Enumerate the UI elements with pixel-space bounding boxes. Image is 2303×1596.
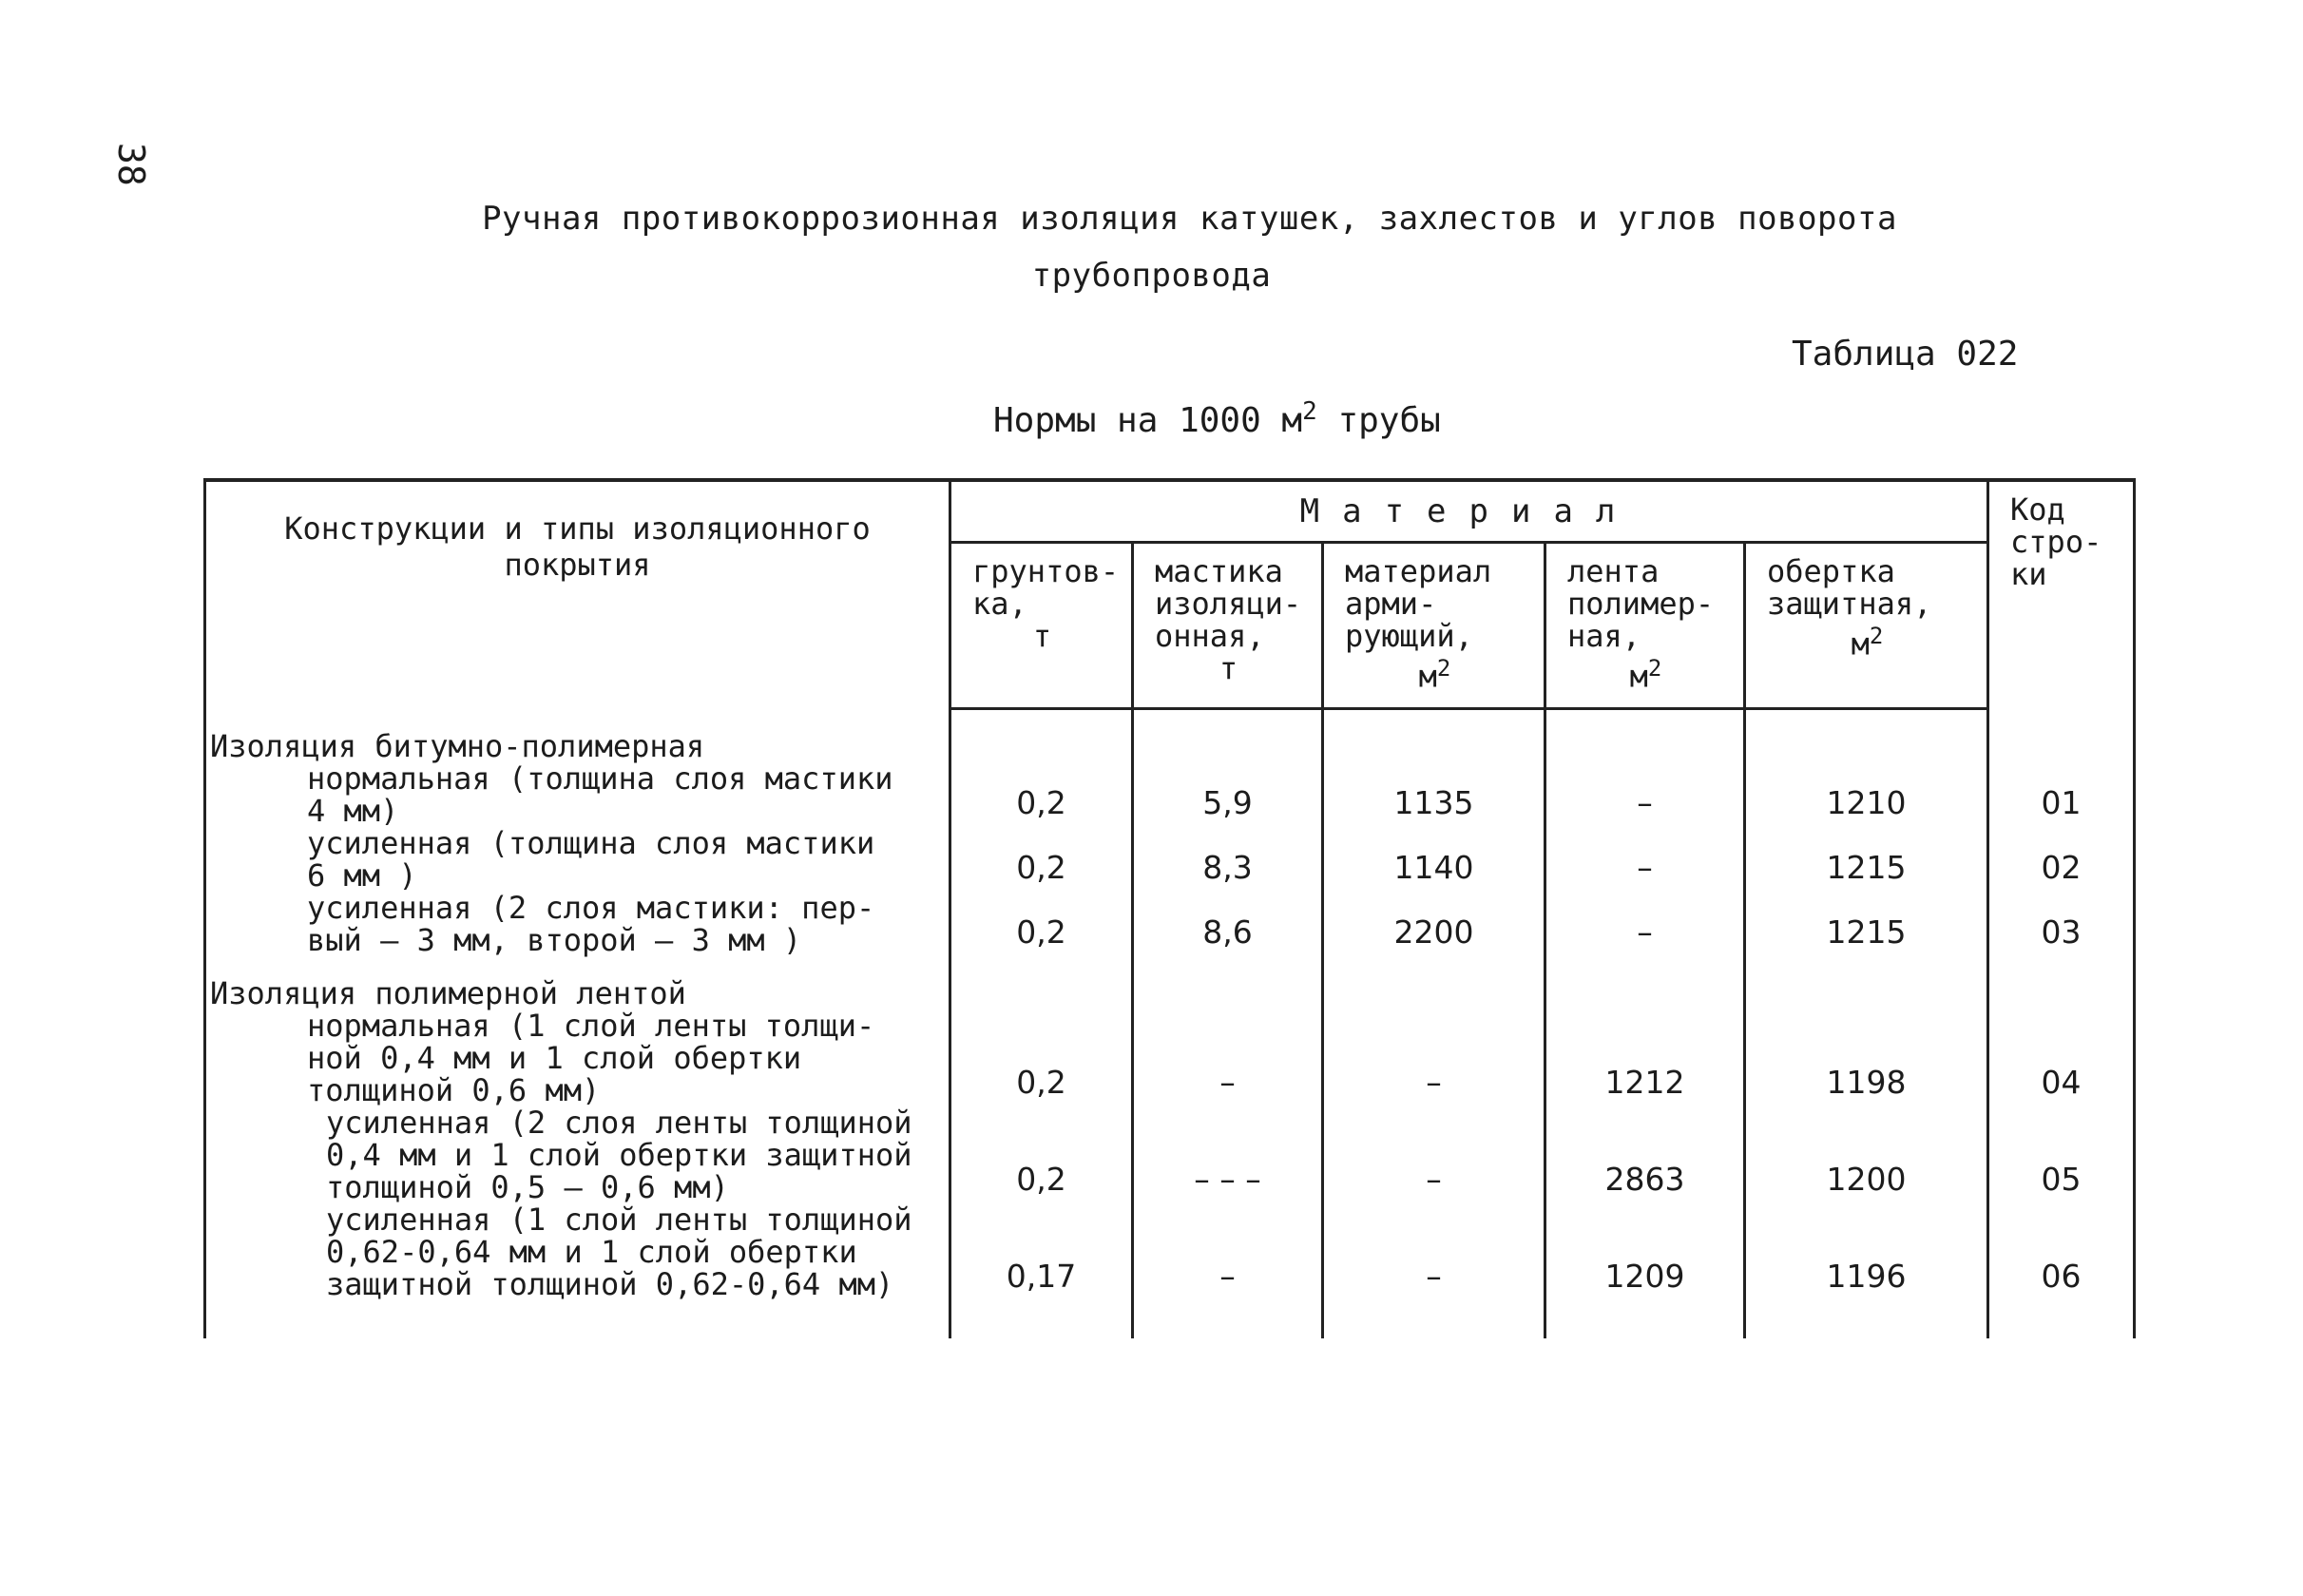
row-code: 05 xyxy=(1988,1106,2135,1203)
row-description: усиленная (1 слой ленты толщиной 0,62-0,64 мм и 1 слой обертки защитной толщиной 0,62-0,64 мм) xyxy=(205,1203,950,1300)
header-materials: Материал xyxy=(950,480,1988,543)
header-mastic: мастика изоляци-онная, т xyxy=(1133,543,1323,709)
table-cell: 1209 xyxy=(1545,1203,1745,1300)
norms-caption: Нормы на 1000 $м^2$ трубы xyxy=(993,397,1441,440)
table-cell: – xyxy=(1545,892,1745,956)
row-description: нормальная (1 слой ленты толщи- ной 0,4 мм и 1 слой обертки толщиной 0,6 мм) xyxy=(205,1010,950,1106)
header-primer: грунтов-ка, т xyxy=(950,543,1133,709)
row-description: усиленная (2 слоя мастики: пер- вый – 3 мм, второй – 3 мм ) xyxy=(205,892,950,956)
row-code: 03 xyxy=(1988,892,2135,956)
table-cell: – xyxy=(1133,1010,1323,1106)
table-cell: 0,2 xyxy=(950,1010,1133,1106)
table-row xyxy=(205,762,2135,827)
row-description xyxy=(205,709,950,762)
row-description: усиленная (толщина слоя мастики 6 мм ) xyxy=(205,827,950,892)
header-wrap: обертка защитная, $м^2$ xyxy=(1745,543,1988,709)
table-row xyxy=(205,1010,2135,1106)
table-cell: 1140 xyxy=(1323,827,1545,892)
table-cell: 1215 xyxy=(1745,892,1988,956)
table-cell: 8,3 xyxy=(1133,827,1323,892)
header-tape: лента полимер-ная, $м^2$ xyxy=(1545,543,1745,709)
table-cell: – xyxy=(1133,1203,1323,1300)
table-cell: 2863 xyxy=(1545,1106,1745,1203)
table-row xyxy=(205,1106,2135,1203)
page-number: 38 xyxy=(110,143,152,186)
table-cell: 0,2 xyxy=(950,762,1133,827)
group-row xyxy=(205,956,2135,1010)
table-cell: 1198 xyxy=(1745,1010,1988,1106)
norms-table xyxy=(203,478,2136,1338)
title-line-1: Ручная противокоррозионная изоляция катушек, захлестов и углов поворота xyxy=(482,200,1897,238)
table-cell: 1215 xyxy=(1745,827,1988,892)
table-cell: – xyxy=(1545,762,1745,827)
table-cell: 0,2 xyxy=(950,892,1133,956)
row-code: 02 xyxy=(1988,827,2135,892)
table-cell: 1196 xyxy=(1745,1203,1988,1300)
header-code: Код стро-ки xyxy=(1988,480,2135,709)
row-code: 04 xyxy=(1988,1010,2135,1106)
table-cell: – – – xyxy=(1133,1106,1323,1203)
table-cell: 1135 xyxy=(1323,762,1545,827)
table-cell: 1210 xyxy=(1745,762,1988,827)
table-cell: 1212 xyxy=(1545,1010,1745,1106)
table-cell: – xyxy=(1545,827,1745,892)
row-description: усиленная (2 слоя ленты толщиной 0,4 мм и 1 слой обертки защитной толщиной 0,5 – 0,6 мм) xyxy=(205,1106,950,1203)
row-description: нормальная (толщина слоя мастики 4 мм) xyxy=(205,762,950,827)
table-cell: – xyxy=(1323,1203,1545,1300)
table-row xyxy=(205,827,2135,892)
group-title: Изоляция полимерной лентой xyxy=(210,974,686,1011)
row-description xyxy=(205,956,950,1010)
table-cell: – xyxy=(1323,1010,1545,1106)
table-row xyxy=(205,892,2135,956)
table-tail xyxy=(205,1300,2135,1338)
title-line-2: трубопровода xyxy=(1031,257,1272,295)
group-row xyxy=(205,709,2135,762)
table-cell: 1200 xyxy=(1745,1106,1988,1203)
table-cell: 0,2 xyxy=(950,1106,1133,1203)
table-cell: 0,2 xyxy=(950,827,1133,892)
table-cell: 0,17 xyxy=(950,1203,1133,1300)
table-cell: – xyxy=(1323,1106,1545,1203)
header-construction: Конструкции и типы изоляционного покрытия xyxy=(205,480,950,709)
table-label: Таблица 022 xyxy=(1792,335,2019,374)
table-row xyxy=(205,1203,2135,1300)
table-cell: 8,6 xyxy=(1133,892,1323,956)
group-title: Изоляция битумно-полимерная xyxy=(210,727,705,764)
header-reinforcing: материал арми-рующий, $м^2$ xyxy=(1323,543,1545,709)
table-cell: 2200 xyxy=(1323,892,1545,956)
table-cell: 5,9 xyxy=(1133,762,1323,827)
row-code: 01 xyxy=(1988,762,2135,827)
row-code: 06 xyxy=(1988,1203,2135,1300)
page-title xyxy=(0,190,2303,304)
